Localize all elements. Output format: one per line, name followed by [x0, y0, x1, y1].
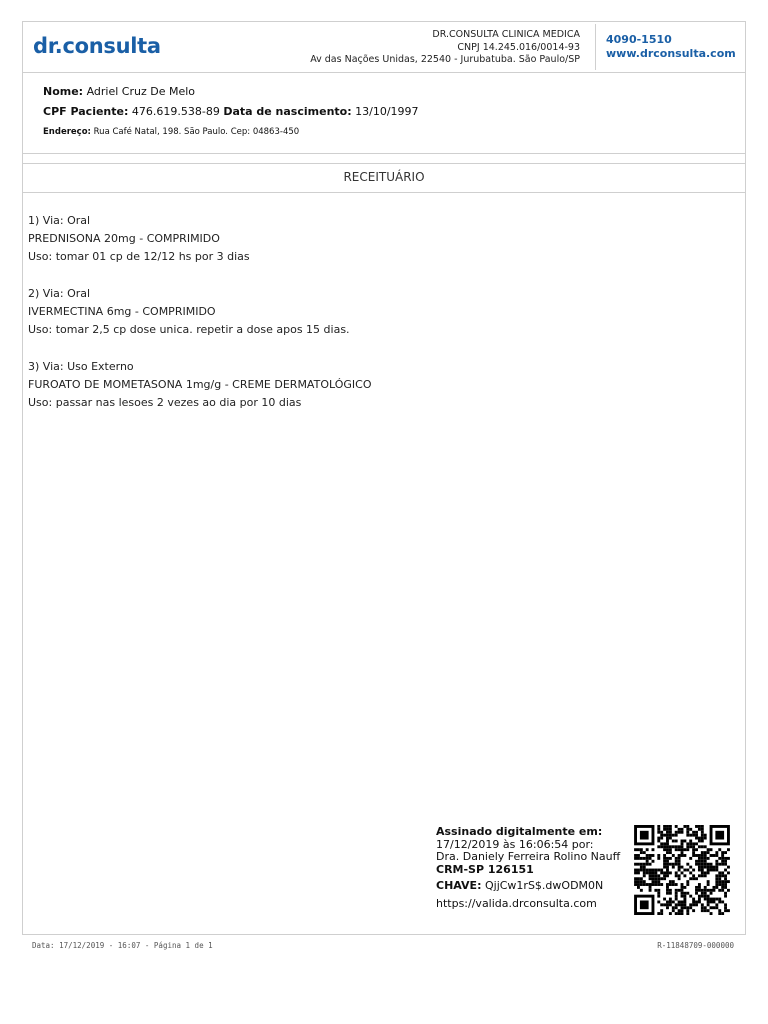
clinic-info: [310, 29, 580, 67]
patient-name-line: [43, 85, 195, 98]
clinic-name: DR.CONSULTA CLINICA MEDICA: [432, 29, 580, 40]
prescription-medication: IVERMECTINA 6mg - COMPRIMIDO: [28, 305, 216, 318]
prescription-usage: Uso: tomar 2,5 cp dose unica. repetir a dose apos 15 dias.: [28, 323, 350, 337]
drconsulta-logo: dr.consulta: [33, 34, 161, 58]
patient-cpf: 476.619.538-89: [131, 105, 220, 118]
footer-date-page: Data: 17/12/2019 - 16:07 - Página 1 de 1: [32, 941, 213, 950]
prescription-usage: Uso: tomar 01 cp de 12/12 hs por 3 dias: [28, 250, 250, 264]
clinic-cnpj: CNPJ 14.245.016/0014-93: [457, 41, 580, 53]
address-label: Endereço:: [43, 127, 91, 137]
clinic-address: Av das Nações Unidas, 22540 - Jurubatuba. São Paulo/SP: [310, 54, 580, 65]
title-bottom-border: [23, 192, 745, 193]
header-separator: [23, 72, 745, 73]
title-top-border: [23, 163, 745, 164]
document-frame: [22, 21, 746, 935]
prescription-via: 1) Via: Oral: [28, 214, 91, 227]
document-title: RECEITUÁRIO: [343, 170, 425, 184]
cpf-label: CPF Paciente:: [43, 105, 129, 118]
prescription-via: 3) Via: Uso Externo: [28, 359, 134, 373]
prescription-item: [28, 358, 371, 413]
prescription-item: [28, 212, 371, 267]
validation-qr-code: [634, 825, 730, 915]
footer-document-id: R-11848709-000000: [657, 941, 734, 950]
patient-name: Adriel Cruz De Melo: [86, 85, 196, 98]
patient-address-line: [43, 127, 299, 137]
doctor-name: Dra. Daniely Ferreira Rolino Nauff: [436, 850, 621, 863]
website-link[interactable]: www.drconsulta.com: [606, 47, 736, 60]
birth-label: Data de nascimento:: [223, 105, 352, 118]
phone-number: 4090-1510: [606, 33, 672, 46]
patient-name-label: Nome:: [43, 85, 84, 98]
signature-key: QjjCw1rS$.dwODM0N: [484, 879, 604, 892]
prescription-usage: Uso: passar nas lesoes 2 vezes ao dia por 10 dias: [28, 396, 302, 409]
validation-url[interactable]: https://valida.drconsulta.com: [436, 896, 597, 910]
prescription-list: [28, 212, 371, 430]
prescription-medication: PREDNISONA 20mg - COMPRIMIDO: [28, 232, 220, 246]
prescription-via: 2) Via: Oral: [28, 286, 91, 300]
signature-label: Assinado digitalmente em:: [436, 825, 603, 838]
doctor-crm: CRM-SP 126151: [436, 862, 534, 876]
patient-address: Rua Café Natal, 198. São Paulo. Cep: 04863-450: [93, 127, 300, 137]
patient-separator: [23, 153, 745, 154]
header-divider: [595, 24, 596, 70]
key-label: CHAVE:: [436, 879, 482, 892]
patient-cpf-line: [43, 105, 419, 118]
prescription-medication: FUROATO DE MOMETASONA 1mg/g - CREME DERMATOLÓGICO: [28, 377, 372, 391]
patient-birth: 13/10/1997: [355, 105, 419, 118]
footer-separator: [23, 934, 745, 935]
contact-info: [606, 33, 736, 61]
prescription-item: [28, 285, 371, 340]
signature-datetime: 17/12/2019 às 16:06:54 por:: [436, 837, 594, 851]
digital-signature: [436, 826, 620, 910]
